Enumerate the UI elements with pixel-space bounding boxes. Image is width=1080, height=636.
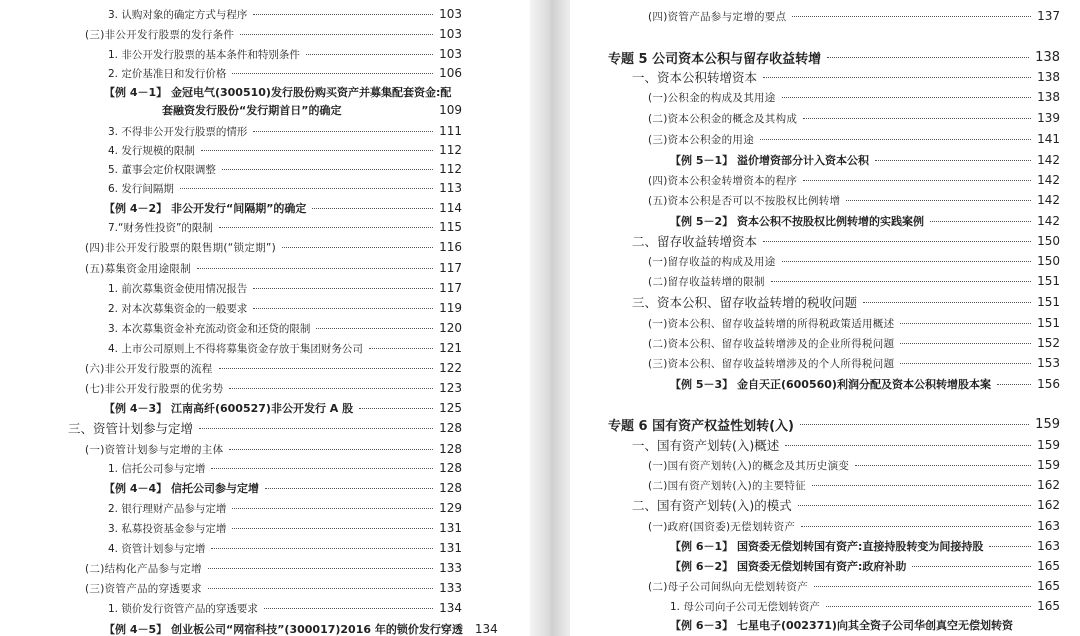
toc-entry-label: 【例 5－1】 溢价增资部分计入资本公积 <box>670 154 869 167</box>
dot-leader <box>760 139 1031 140</box>
dot-leader <box>219 368 434 369</box>
toc-entry-label: (二)留存收益转增的限制 <box>648 275 765 288</box>
toc-entry <box>108 598 462 618</box>
toc-entry-label: (五)资本公积是否可以不按股权比例转增 <box>648 194 841 207</box>
toc-entry-label: 一、资本公积转增资本 <box>632 70 758 85</box>
toc-entry <box>632 67 1060 87</box>
toc-entry <box>108 121 462 141</box>
toc-entry-label: 【例 6－3】 七星电子(002371)向其全资子公司华创真空无偿划转资 <box>670 619 1013 632</box>
toc-page-number: 137 <box>1037 9 1060 23</box>
toc-entry <box>648 129 1060 149</box>
toc-page-number: 128 <box>439 421 462 435</box>
toc-page-number: 150 <box>1037 234 1060 248</box>
toc-entry <box>648 576 1060 596</box>
toc-page-number: 115 <box>439 220 462 234</box>
toc-example-entry <box>104 198 462 218</box>
toc-entry-label: 专题 6 国有资产权益性划转(入) <box>608 418 794 434</box>
toc-page-number: 162 <box>1037 498 1060 512</box>
dot-leader <box>900 323 1031 324</box>
toc-page-number: 142 <box>1037 153 1060 167</box>
toc-entry <box>648 271 1060 291</box>
toc-page-number: 131 <box>439 521 462 535</box>
toc-page-number: 163 <box>1037 539 1060 553</box>
toc-page-number: 142 <box>1037 193 1060 207</box>
toc-entry-label: 6. 发行间隔期 <box>108 182 174 195</box>
toc-entry <box>648 251 1060 271</box>
toc-page-number: 151 <box>1037 295 1060 309</box>
dot-leader <box>771 281 1031 282</box>
dot-leader <box>782 261 1032 262</box>
toc-entry-label: (六)非公开发行股票的流程 <box>85 362 213 375</box>
dot-leader <box>253 14 433 15</box>
dot-leader <box>827 57 1029 58</box>
toc-entry <box>108 298 462 318</box>
dot-leader <box>208 588 433 589</box>
toc-page-number: 114 <box>439 201 462 215</box>
toc-entry <box>632 435 1060 455</box>
toc-entry-label: (四)资管产品参与定增的要点 <box>648 10 787 23</box>
dot-leader <box>240 34 433 35</box>
toc-page-number: 138 <box>1037 90 1060 104</box>
toc-entry-label: 【例 4－5】 创业板公司“网宿科技”(300017)2016 年的锁价发行穿透 <box>104 623 463 636</box>
toc-entry-label: 【例 6－2】 国资委无偿划转国有资产:政府补助 <box>670 560 907 573</box>
toc-chapter-heading <box>608 47 1060 67</box>
toc-page-number: 123 <box>439 381 462 395</box>
toc-entry <box>108 498 462 518</box>
toc-entry <box>85 439 462 459</box>
toc-entry <box>648 87 1060 107</box>
dot-leader <box>798 505 1031 506</box>
toc-entry-label: 【例 4－1】 金冠电气(300510)发行股份购买资产并募集配套资金:配 <box>104 86 452 99</box>
dot-leader <box>812 485 1031 486</box>
toc-entry <box>85 378 462 398</box>
dot-leader <box>801 526 1031 527</box>
toc-page-number: 112 <box>439 143 462 157</box>
toc-entry-label: (二)结构化产品参与定增 <box>85 562 202 575</box>
toc-page-number: 125 <box>439 401 462 415</box>
toc-entry-label: (二)母子公司间纵向无偿划转资产 <box>648 580 808 593</box>
dot-leader <box>180 188 433 189</box>
dot-leader <box>312 208 433 209</box>
toc-entry-label: (二)资本公积、留存收益转增涉及的企业所得税问题 <box>648 337 895 350</box>
toc-entry-label: (一)资本公积、留存收益转增的所得税政策适用概述 <box>648 317 895 330</box>
dot-leader <box>253 131 433 132</box>
toc-page-number: 134 <box>474 622 498 636</box>
toc-page-number: 139 <box>1037 111 1060 125</box>
dot-leader <box>208 568 433 569</box>
toc-entry-label: (七)非公开发行股票的优劣势 <box>85 382 224 395</box>
toc-page-number: 128 <box>439 442 462 456</box>
toc-page-number: 141 <box>1037 132 1060 146</box>
toc-entry-label: 5. 董事会定价权限调整 <box>108 163 216 176</box>
dot-leader <box>229 449 433 450</box>
toc-entry <box>648 516 1060 536</box>
toc-entry <box>648 475 1060 495</box>
toc-entry-label: (一)公积金的构成及其用途 <box>648 91 776 104</box>
toc-page-number: 165 <box>1037 559 1060 573</box>
dot-leader <box>369 348 433 349</box>
toc-example-entry <box>670 150 1060 170</box>
dot-leader <box>803 118 1031 119</box>
toc-example-entry <box>104 398 462 418</box>
toc-entry-label: 4. 发行规模的限制 <box>108 144 195 157</box>
toc-entry-label: 【例 4－3】 江南高纤(600527)非公开发行 A 股 <box>104 402 354 415</box>
toc-entry-label: 1. 信托公司参与定增 <box>108 462 206 475</box>
dot-leader <box>846 200 1031 201</box>
dot-leader <box>763 241 1031 242</box>
toc-entry <box>68 418 462 438</box>
toc-entry <box>85 24 462 44</box>
dot-leader <box>930 221 1031 222</box>
toc-entry <box>108 140 462 160</box>
dot-leader <box>316 328 433 329</box>
dot-leader <box>253 308 433 309</box>
dot-leader <box>792 16 1031 17</box>
toc-entry-label: (三)资管产品的穿透要求 <box>85 582 202 595</box>
toc-right-page <box>570 0 1080 636</box>
toc-entry-label: (三)非公开发行股票的发行条件 <box>85 28 235 41</box>
toc-entry <box>108 278 462 298</box>
dot-leader <box>222 169 433 170</box>
toc-entry-label: (一)国有资产划转(入)的概念及其历史演变 <box>648 459 850 472</box>
toc-entry <box>108 458 462 478</box>
toc-page-number: 117 <box>439 261 462 275</box>
toc-page-number: 128 <box>439 461 462 475</box>
toc-page-number: 116 <box>439 240 462 254</box>
toc-example-entry <box>670 536 1060 556</box>
toc-page-number: 159 <box>1035 416 1060 432</box>
toc-entry <box>648 108 1060 128</box>
toc-entry-label: (三)资本公积金的用途 <box>648 133 754 146</box>
toc-example-entry <box>670 556 1060 576</box>
toc-entry <box>85 358 462 378</box>
toc-entry-label: 二、留存收益转增资本 <box>632 234 758 249</box>
toc-page-number: 133 <box>439 581 462 595</box>
toc-entry-label: (二)资本公积金的概念及其构成 <box>648 112 798 125</box>
toc-entry-label: 1. 非公开发行股票的基本条件和特别条件 <box>108 48 300 61</box>
toc-page-number: 112 <box>439 162 462 176</box>
toc-entry-label: (四)资本公积金转增资本的程序 <box>648 174 798 187</box>
toc-page-number: 152 <box>1037 336 1060 350</box>
toc-page-number: 134 <box>439 601 462 615</box>
toc-example-entry <box>104 82 462 102</box>
toc-entry-label: 3. 本次募集资金补充流动资金和还贷的限制 <box>108 322 311 335</box>
toc-entry-label: 3. 私募投资基金参与定增 <box>108 522 227 535</box>
toc-entry-label: 3. 认购对象的确定方式与程序 <box>108 8 248 21</box>
toc-entry-label: 1. 锁价发行资管产品的穿透要求 <box>108 602 258 615</box>
toc-example-entry <box>670 374 1060 394</box>
dot-leader <box>253 288 433 289</box>
toc-page-number: 111 <box>439 124 462 138</box>
toc-entry <box>85 258 462 278</box>
toc-entry-label: 【例 5－2】 资本公积不按股权比例转增的实践案例 <box>670 215 924 228</box>
toc-entry <box>648 353 1060 373</box>
toc-example-entry <box>670 615 1060 635</box>
toc-entry-label: (一)留存收益的构成及用途 <box>648 255 776 268</box>
toc-page-number: 138 <box>1035 49 1060 65</box>
toc-entry-label: 4. 上市公司原则上不得将募集资金存放于集团财务公司 <box>108 342 363 355</box>
dot-leader <box>265 488 433 489</box>
toc-entry-label: 三、资管计划参与定增 <box>68 421 194 436</box>
toc-entry <box>85 237 462 257</box>
dot-leader <box>232 73 433 74</box>
toc-chapter-heading <box>608 414 1060 434</box>
dot-leader <box>229 388 433 389</box>
dot-leader <box>826 606 1031 607</box>
toc-entry <box>108 338 462 358</box>
toc-page-number: 165 <box>1037 599 1060 613</box>
toc-entry <box>108 159 462 179</box>
toc-entry <box>108 63 462 83</box>
toc-entry-label: 【例 5－3】 金自天正(600560)利润分配及资本公积转增股本案 <box>670 378 991 391</box>
dot-leader <box>306 54 433 55</box>
dot-leader <box>863 302 1031 303</box>
dot-leader <box>232 528 433 529</box>
toc-entry-label: 7.“财务性投资”的限制 <box>108 221 213 234</box>
toc-page-number: 156 <box>1037 377 1060 391</box>
toc-entry <box>85 578 462 598</box>
dot-leader <box>997 384 1031 385</box>
dot-leader <box>989 546 1031 547</box>
toc-entry <box>108 4 462 24</box>
toc-entry-label: (一)资管计划参与定增的主体 <box>85 443 224 456</box>
toc-page-number: 106 <box>439 66 462 80</box>
dot-leader <box>900 363 1031 364</box>
toc-entry-label: 2. 对本次募集资金的一般要求 <box>108 302 248 315</box>
book-gutter <box>530 0 570 636</box>
toc-entry <box>108 518 462 538</box>
toc-page-number: 103 <box>439 27 462 41</box>
dot-leader <box>800 424 1029 425</box>
dot-leader <box>264 608 433 609</box>
toc-entry-label: (三)资本公积、留存收益转增涉及的个人所得税问题 <box>648 357 895 370</box>
toc-example-entry <box>670 211 1060 231</box>
toc-entry-label: (四)非公开发行股票的限售期(“锁定期”) <box>85 241 277 254</box>
toc-page-number: 120 <box>439 321 462 335</box>
dot-leader <box>782 97 1032 98</box>
toc-entry-label: 二、国有资产划转(入)的模式 <box>632 498 792 513</box>
toc-example-entry <box>104 619 498 636</box>
toc-page-number: 159 <box>1037 458 1060 472</box>
toc-entry <box>108 318 462 338</box>
toc-page-number: 151 <box>1037 316 1060 330</box>
toc-entry <box>648 333 1060 353</box>
toc-page-number: 117 <box>439 281 462 295</box>
toc-page-number: 103 <box>439 7 462 21</box>
toc-page-number: 103 <box>439 47 462 61</box>
toc-entry <box>632 231 1060 251</box>
toc-entry-label: 【例 6－1】 国资委无偿划转国有资产:直接持股转变为间接持股 <box>670 540 984 553</box>
dot-leader <box>197 268 433 269</box>
toc-entry-label: 【例 4－4】 信托公司参与定增 <box>104 482 259 495</box>
dot-leader <box>199 428 433 429</box>
toc-entry-label: 4. 资管计划参与定增 <box>108 542 206 555</box>
toc-example-entry <box>104 478 462 498</box>
toc-page-number: 138 <box>1037 70 1060 84</box>
toc-page-number: 122 <box>439 361 462 375</box>
toc-page-number: 151 <box>1037 274 1060 288</box>
toc-page-number: 162 <box>1037 478 1060 492</box>
dot-leader <box>232 508 433 509</box>
toc-entry-continued <box>162 100 462 120</box>
dot-leader <box>211 468 433 469</box>
dot-leader <box>814 586 1031 587</box>
toc-entry <box>108 217 462 237</box>
toc-entry <box>108 178 462 198</box>
toc-entry <box>632 495 1060 515</box>
toc-entry <box>632 292 1060 312</box>
dot-leader <box>211 548 433 549</box>
dot-leader <box>359 408 433 409</box>
toc-entry <box>648 190 1060 210</box>
toc-page-number: 153 <box>1037 356 1060 370</box>
toc-page-number: 159 <box>1037 438 1060 452</box>
toc-entry-label: 3. 不得非公开发行股票的情形 <box>108 125 248 138</box>
toc-page-number: 113 <box>439 181 462 195</box>
toc-entry <box>648 313 1060 333</box>
toc-entry-label: 2. 定价基准日和发行价格 <box>108 67 227 80</box>
toc-entry <box>648 455 1060 475</box>
toc-entry-label: 专题 5 公司资本公积与留存收益转增 <box>608 51 822 67</box>
toc-entry-label: 1. 前次募集资金使用情况报告 <box>108 282 248 295</box>
toc-entry-label: 1. 母公司向子公司无偿划转资产 <box>670 600 820 613</box>
dot-leader <box>855 465 1031 466</box>
toc-page-number: 109 <box>439 103 462 117</box>
toc-page-number: 165 <box>1037 579 1060 593</box>
toc-page-number: 142 <box>1037 214 1060 228</box>
dot-leader <box>875 160 1031 161</box>
dot-leader <box>282 247 433 248</box>
toc-entry <box>670 596 1060 616</box>
toc-entry <box>108 44 462 64</box>
toc-entry <box>85 558 462 578</box>
dot-leader <box>763 77 1031 78</box>
dot-leader <box>803 180 1031 181</box>
toc-page-number: 150 <box>1037 254 1060 268</box>
toc-page-number: 163 <box>1037 519 1060 533</box>
dot-leader <box>219 227 433 228</box>
toc-entry-label: (一)政府(国资委)无偿划转资产 <box>648 520 796 533</box>
toc-entry-label: 套融资发行股份“发行期首日”的确定 <box>162 104 342 117</box>
toc-entry-label: (五)募集资金用途限制 <box>85 262 191 275</box>
toc-page-number: 121 <box>439 341 462 355</box>
toc-page-number: 129 <box>439 501 462 515</box>
dot-leader <box>785 445 1031 446</box>
toc-entry <box>648 6 1060 26</box>
toc-entry-label: 一、国有资产划转(入)概述 <box>632 438 780 453</box>
toc-left-page <box>0 0 530 636</box>
toc-page-number: 119 <box>439 301 462 315</box>
toc-entry-label: 【例 4－2】 非公开发行“间隔期”的确定 <box>104 202 307 215</box>
toc-page-number: 142 <box>1037 173 1060 187</box>
toc-page-number: 133 <box>439 561 462 575</box>
toc-entry-label: (二)国有资产划转(入)的主要特征 <box>648 479 806 492</box>
toc-entry <box>648 170 1060 190</box>
dot-leader <box>900 343 1031 344</box>
toc-page-number: 131 <box>439 541 462 555</box>
toc-entry <box>108 538 462 558</box>
dot-leader <box>912 566 1031 567</box>
toc-entry-label: 三、资本公积、留存收益转增的税收问题 <box>632 295 858 310</box>
toc-entry-label: 2. 银行理财产品参与定增 <box>108 502 227 515</box>
toc-page-number: 128 <box>439 481 462 495</box>
dot-leader <box>201 150 433 151</box>
